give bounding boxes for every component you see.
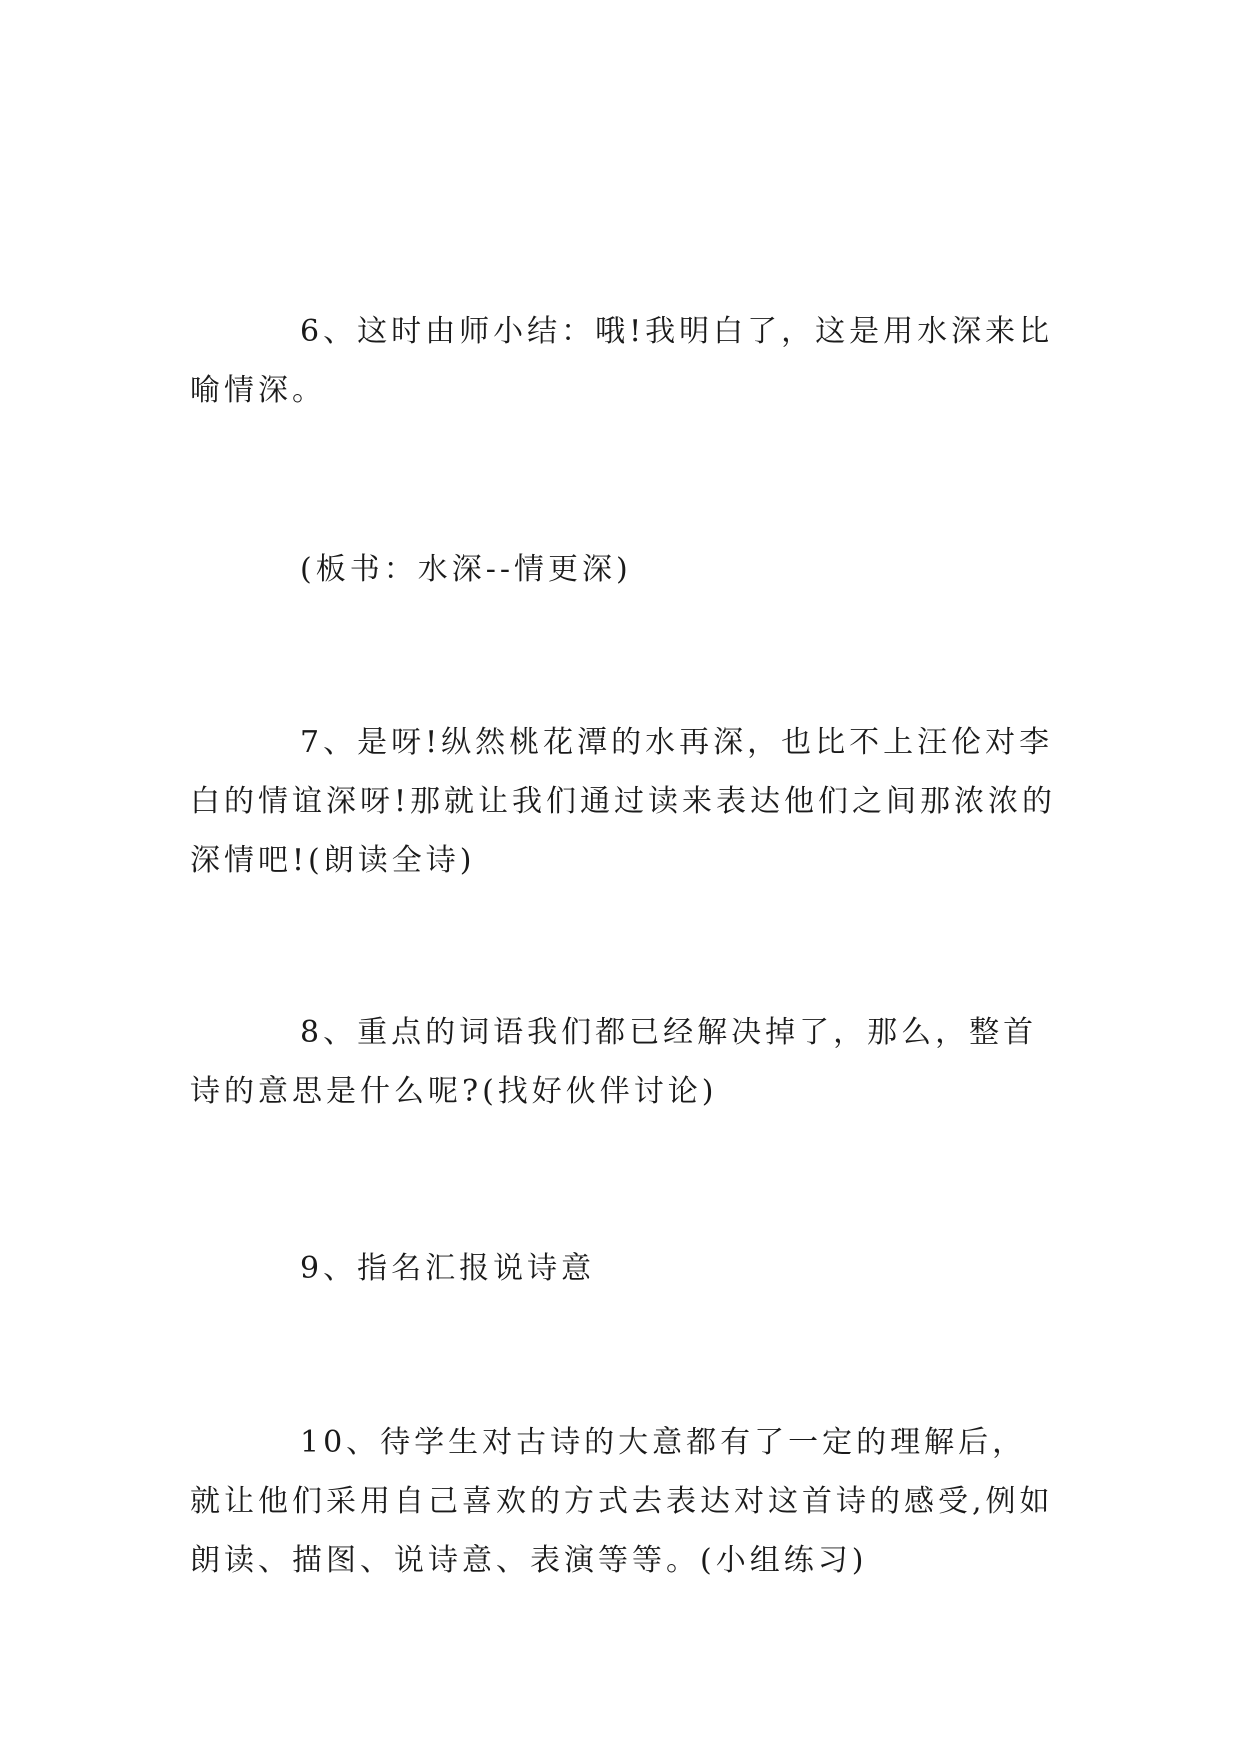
paragraph-8: 8、重点的词语我们都已经解决掉了，那么，整首诗的意思是什么呢?(找好伙伴讨论) bbox=[190, 1015, 1038, 1109]
paragraph-6: 6、这时由师小结：哦!我明白了，这是用水深来比喻情深。 bbox=[190, 314, 1054, 408]
paragraph-7: 7、是呀!纵然桃花潭的水再深，也比不上汪伦对李白的情谊深呀!那就让我们通过读来表达他们之间那浓浓的深情吧!(朗读全诗) bbox=[190, 725, 1057, 878]
paragraph-10: 10、待学生对古诗的大意都有了一定的理解后，就让他们采用自己喜欢的方式去表达对这首诗的感受,例如朗读、描图、说诗意、表演等等。(小组练习) bbox=[190, 1425, 1054, 1578]
paragraph-blackboard-note: (板书：水深--情更深) bbox=[300, 552, 632, 587]
paragraph-9: 9、指名汇报说诗意 bbox=[300, 1251, 596, 1286]
